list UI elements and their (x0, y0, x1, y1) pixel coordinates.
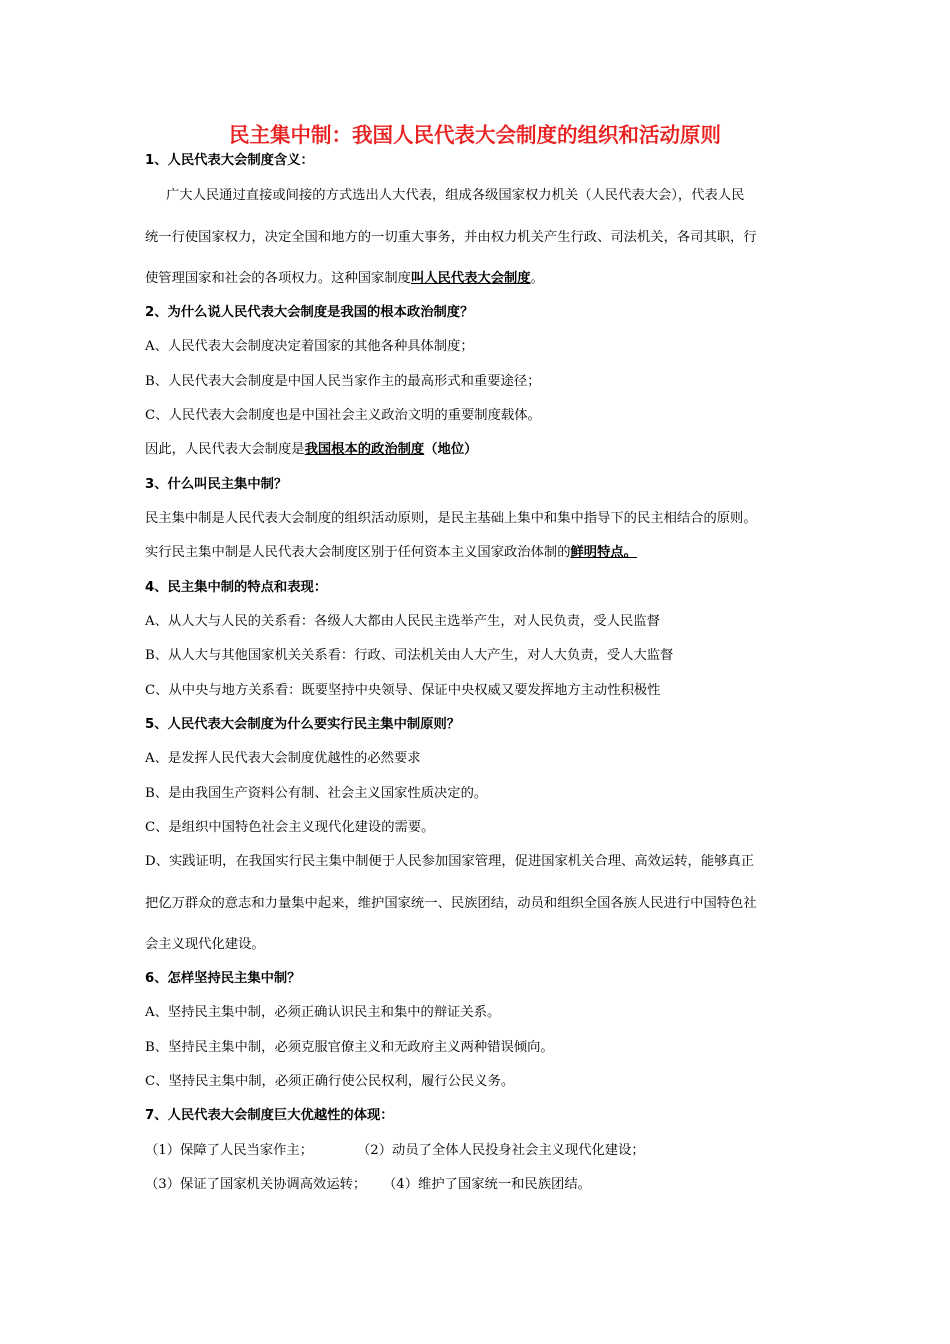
section-1-text: 。 (530, 271, 544, 286)
section-1-paragraph-line (145, 270, 544, 288)
section-7-heading: 7、人民代表大会制度巨大优越性的体现： (145, 1108, 394, 1123)
section-6-heading: 6、怎样坚持民主集中制？ (145, 971, 301, 986)
section-3-text: 实行民主集中制是人民代表大会制度区别于任何资本主义国家政治体制的 (145, 545, 571, 560)
section-6-item-a: A、坚持民主集中制，必须正确认识民主和集中的辩证关系。 (145, 1005, 501, 1020)
section-5-item-c: C、是组织中国特色社会主义现代化建设的需要。 (145, 820, 435, 835)
section-2-emphasis: 我国根本的政治制度 (304, 442, 425, 457)
section-5-item-a: A、是发挥人民代表大会制度优越性的必然要求 (145, 751, 421, 766)
page-title: 民主集中制：我国人民代表大会制度的组织和活动原则 (229, 123, 721, 147)
section-6-item-c: C、坚持民主集中制，必须正确行使公民权利，履行公民义务。 (145, 1074, 515, 1089)
section-2-item-a: A、人民代表大会制度决定着国家的其他各种具体制度； (145, 339, 474, 354)
section-7-item-3: （3）保证了国家机关协调高效运转； (145, 1177, 367, 1192)
section-7-item-2: （2）动员了全体人民投身社会主义现代化建设； (357, 1143, 645, 1158)
section-4-heading: 4、民主集中制的特点和表现： (145, 580, 328, 595)
section-3-emphasis: 鲜明特点。 (570, 545, 637, 560)
section-2-heading: 2、为什么说人民代表大会制度是我国的根本政治制度？ (145, 305, 474, 320)
section-1-paragraph-line: 统一行使国家权力，决定全国和地方的一切重大事务，并由权力机关产生行政、司法机关，各司其职，行 (145, 230, 757, 245)
section-1-text: 使管理国家和社会的各项权力。这种国家制度 (145, 271, 411, 286)
section-4-item-c: C、从中央与地方关系看：既要坚持中央领导、保证中央权威又要发挥地方主动性积极性 (145, 683, 661, 698)
section-7-item-1: （1）保障了人民当家作主； (145, 1143, 314, 1158)
section-5-item-b: B、是由我国生产资料公有制、社会主义国家性质决定的。 (145, 786, 488, 801)
section-1-emphasis: 叫人民代表大会制度 (410, 271, 531, 286)
section-5-item-d-line: D、实践证明，在我国实行民主集中制便于人民参加国家管理，促进国家机关合理、高效运转，能够真正 (145, 854, 755, 869)
section-3-paragraph-line: 民主集中制是人民代表大会制度的组织活动原则，是民主基础上集中和集中指导下的民主相结合的原则。 (145, 511, 757, 526)
section-2-item-b: B、人民代表大会制度是中国人民当家作主的最高形式和重要途径； (145, 374, 541, 389)
section-6-item-b: B、坚持民主集中制，必须克服官僚主义和无政府主义两种错误倾向。 (145, 1040, 554, 1055)
section-2-conclusion (145, 441, 477, 459)
section-7-item-4: （4）维护了国家统一和民族团结。 (383, 1177, 591, 1192)
section-1-paragraph-line: 广大人民通过直接或间接的方式选出人大代表，组成各级国家权力机关（人民代表大会），代表人民 (166, 188, 745, 203)
section-5-item-d-line: 会主义现代化建设。 (145, 937, 265, 952)
section-2-item-c: C、人民代表大会制度也是中国社会主义政治文明的重要制度载体。 (145, 408, 541, 423)
section-1-heading: 1、人民代表大会制度含义： (145, 153, 314, 168)
section-4-item-a: A、从人大与人民的关系看：各级人大都由人民民主选举产生，对人民负责，受人民监督 (145, 614, 660, 629)
section-2-text: 因此，人民代表大会制度是 (145, 442, 305, 457)
section-5-heading: 5、人民代表大会制度为什么要实行民主集中制原则？ (145, 717, 461, 732)
section-2-text: （地位） (424, 442, 478, 457)
section-3-heading: 3、什么叫民主集中制？ (145, 477, 288, 492)
section-3-paragraph-line (145, 544, 637, 562)
section-4-item-b: B、从人大与其他国家机关关系看：行政、司法机关由人大产生，对人大负责，受人大监督 (145, 648, 674, 663)
section-5-item-d-line: 把亿万群众的意志和力量集中起来，维护国家统一、民族团结，动员和组织全国各族人民进行中国特色社 (145, 896, 757, 911)
